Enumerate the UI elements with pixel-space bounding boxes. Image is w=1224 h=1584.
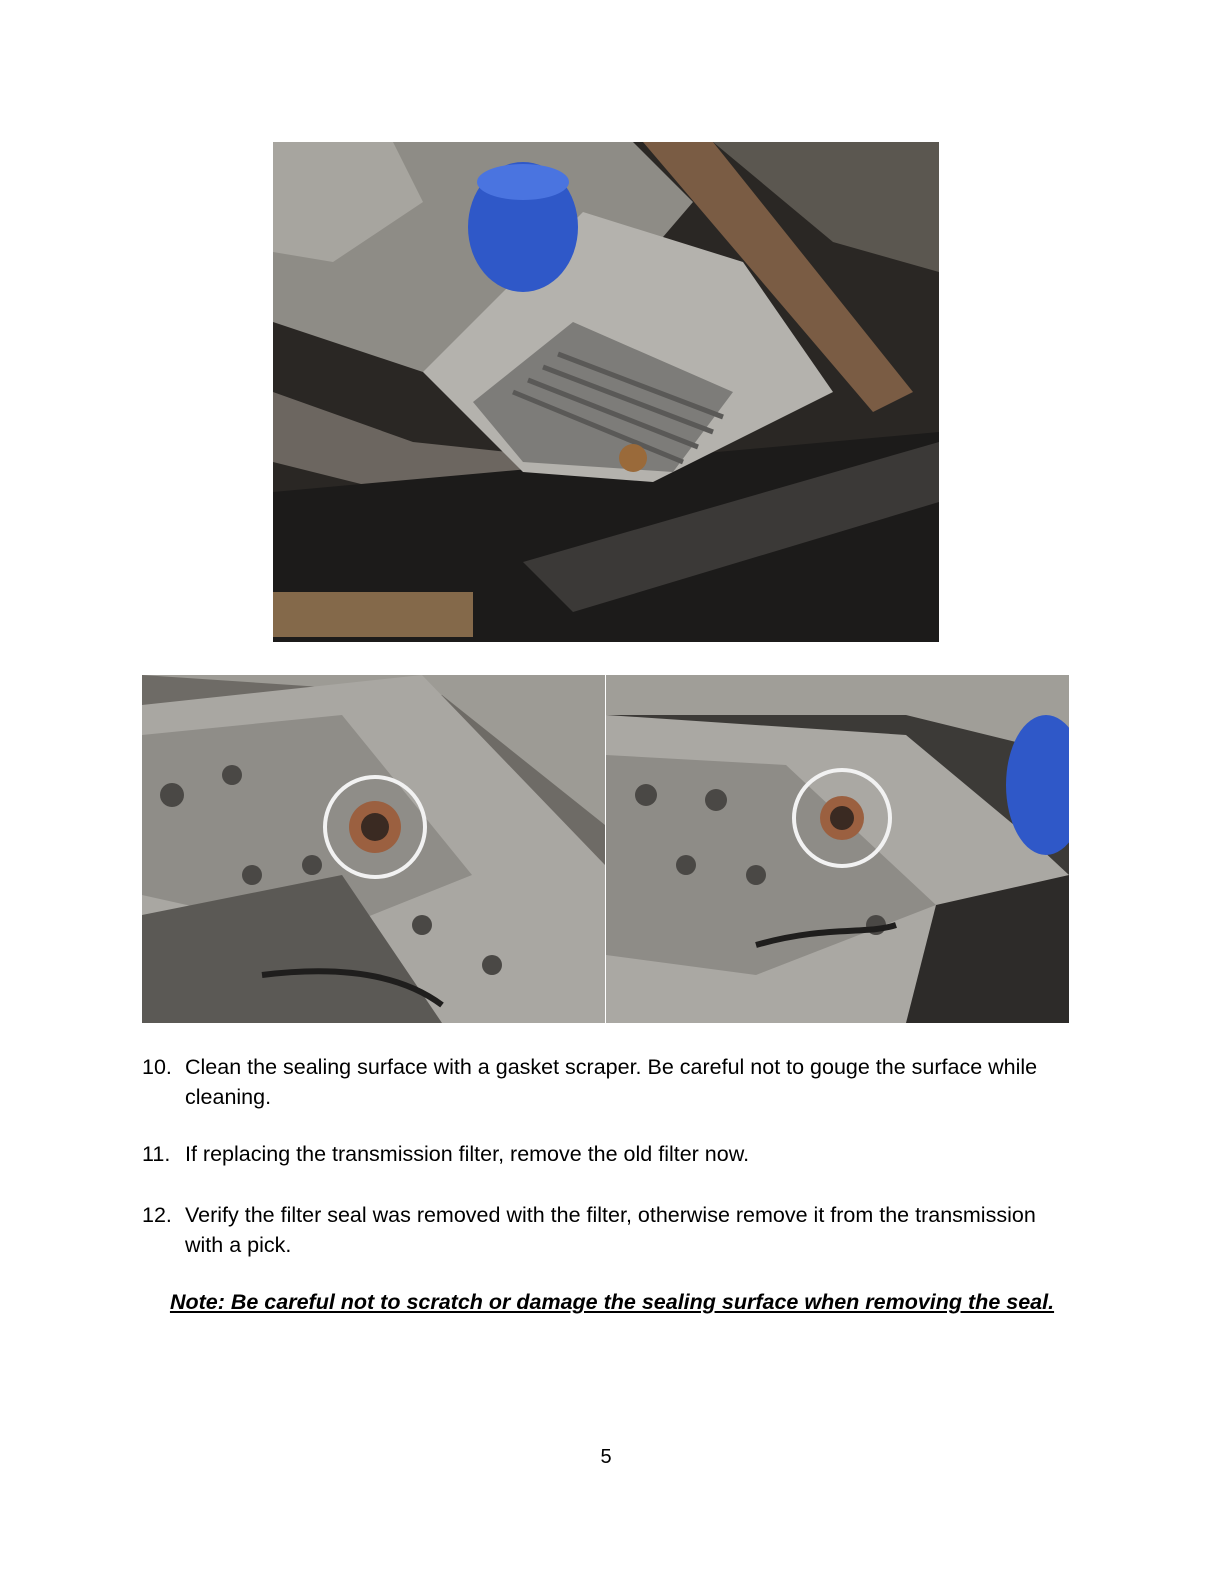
step-number: 12. [142,1203,172,1227]
step-text: If replacing the transmission filter, remove the old filter now. [185,1142,750,1166]
step-item [142,1200,1072,1260]
step-text: Clean the sealing surface with a gasket scraper. Be careful not to gouge the surface while cleaning. [185,1055,1038,1109]
page-number: 5 [600,1446,612,1468]
photo-transmission-filter [273,142,939,642]
photo-right-art [606,675,1069,1023]
caution-note: Note: Be careful not to scratch or damage the sealing surface when removing the seal. [169,1290,1055,1314]
photo-seal-location-right [606,675,1069,1023]
step-item [142,1139,1072,1169]
step-number: 10. [142,1055,172,1079]
photo-left-art [142,675,605,1023]
photo-seal-location-left [142,675,605,1023]
photo-top-art [273,142,939,642]
step-number: 11. [142,1142,171,1166]
step-item [142,1052,1072,1112]
step-text: Verify the filter seal was removed with the filter, otherwise remove it from the transmission with a pick. [185,1203,1036,1257]
